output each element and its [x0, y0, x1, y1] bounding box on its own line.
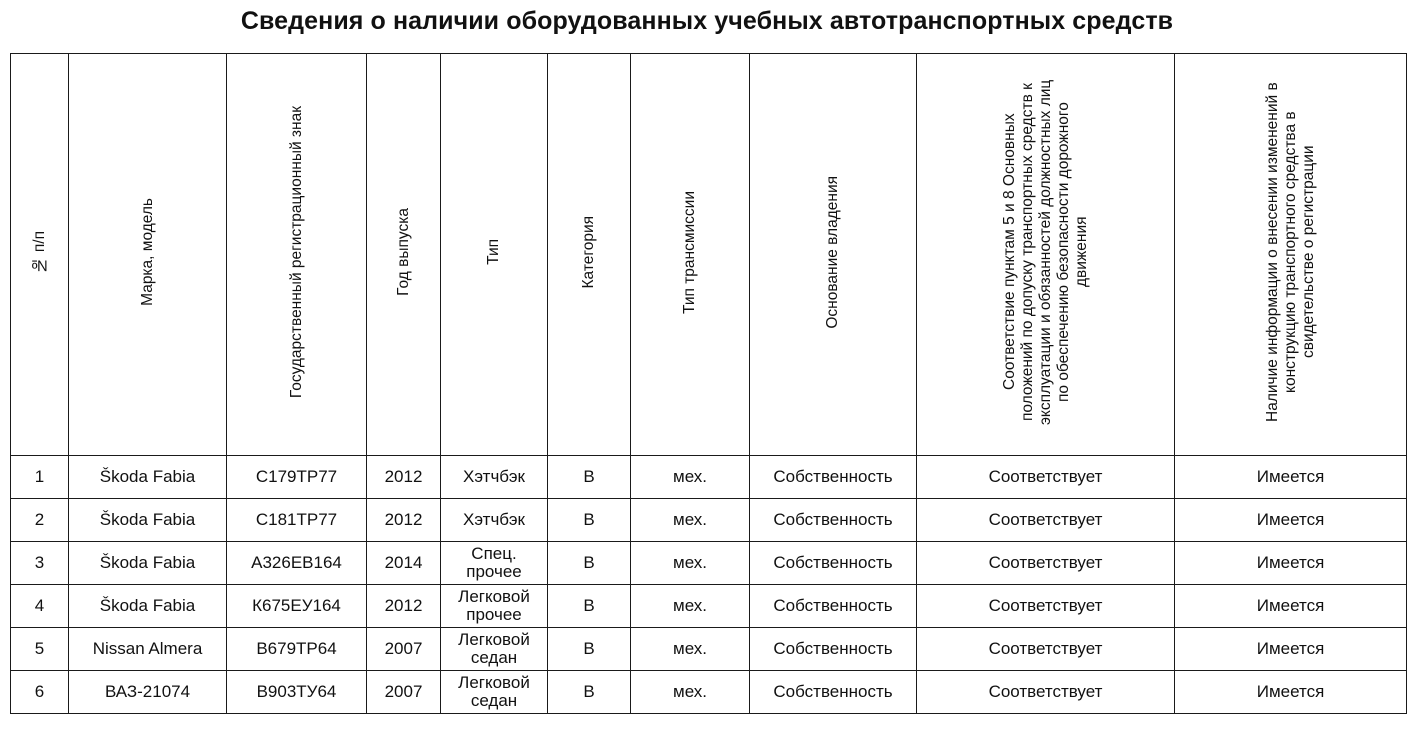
- cell-ownership: Собственность: [750, 671, 917, 714]
- cell-year: 2012: [367, 585, 441, 628]
- cell-plate: В679ТР64: [227, 628, 367, 671]
- table-row: [11, 542, 1407, 585]
- cell-compliance: Соответствует: [917, 542, 1175, 585]
- cell-model: Škoda Fabia: [69, 456, 227, 499]
- cell-number: 5: [11, 628, 69, 671]
- cell-ownership: Собственность: [750, 585, 917, 628]
- cell-type-text: Хэтчбэк: [463, 467, 525, 486]
- column-header-plate: [227, 54, 367, 456]
- cell-type: [441, 585, 548, 628]
- column-header-model: [69, 54, 227, 456]
- cell-number: 2: [11, 499, 69, 542]
- column-header-label: Основание владения: [824, 175, 841, 329]
- column-header-year: [367, 54, 441, 456]
- table-row: [11, 585, 1407, 628]
- cell-year: 2014: [367, 542, 441, 585]
- column-header-type: [441, 54, 548, 456]
- cell-type-text: Легковой седан: [458, 673, 530, 710]
- cell-type-text: Легковой седан: [458, 630, 530, 667]
- cell-transmission: мех.: [631, 628, 750, 671]
- cell-model: Škoda Fabia: [69, 499, 227, 542]
- cell-number: 1: [11, 456, 69, 499]
- table-row: [11, 499, 1407, 542]
- table-row: [11, 628, 1407, 671]
- column-header-label: Категория: [580, 215, 597, 289]
- cell-plate: А326ЕВ164: [227, 542, 367, 585]
- cell-compliance: Соответствует: [917, 499, 1175, 542]
- header-row: [11, 54, 1407, 456]
- column-header-transmission: [631, 54, 750, 456]
- cell-year: 2012: [367, 499, 441, 542]
- column-header-ownership: [750, 54, 917, 456]
- cell-type: [441, 499, 548, 542]
- cell-category: В: [548, 671, 631, 714]
- table-row: [11, 671, 1407, 714]
- cell-category: В: [548, 585, 631, 628]
- cell-category: В: [548, 499, 631, 542]
- column-header-label: № п/п: [30, 230, 48, 274]
- table-header: [11, 54, 1407, 456]
- table-row: [11, 456, 1407, 499]
- cell-transmission: мех.: [631, 542, 750, 585]
- cell-plate: В903ТУ64: [227, 671, 367, 714]
- cell-transmission: мех.: [631, 585, 750, 628]
- column-header-number: [11, 54, 69, 456]
- column-header-label: Марка, модель: [138, 198, 156, 306]
- cell-transmission: мех.: [631, 671, 750, 714]
- cell-type: [441, 542, 548, 585]
- cell-ownership: Собственность: [750, 499, 917, 542]
- cell-category: В: [548, 542, 631, 585]
- cell-number: 4: [11, 585, 69, 628]
- cell-category: В: [548, 456, 631, 499]
- cell-plate: С181ТР77: [227, 499, 367, 542]
- cell-registration-info: Имеется: [1175, 542, 1407, 585]
- cell-registration-info: Имеется: [1175, 585, 1407, 628]
- cell-registration-info: Имеется: [1175, 628, 1407, 671]
- table-body: [11, 456, 1407, 714]
- cell-model: ВАЗ-21074: [69, 671, 227, 714]
- column-header-category: [548, 54, 631, 456]
- cell-model: Škoda Fabia: [69, 542, 227, 585]
- cell-compliance: Соответствует: [917, 585, 1175, 628]
- column-header-label: Тип трансмиссии: [681, 190, 698, 314]
- cell-registration-info: Имеется: [1175, 671, 1407, 714]
- cell-plate: С179ТР77: [227, 456, 367, 499]
- cell-number: 6: [11, 671, 69, 714]
- column-header-label: Тип: [485, 239, 502, 265]
- column-header-registration-info: [1175, 54, 1407, 456]
- cell-transmission: мех.: [631, 499, 750, 542]
- cell-year: 2012: [367, 456, 441, 499]
- cell-number: 3: [11, 542, 69, 585]
- cell-compliance: Соответствует: [917, 671, 1175, 714]
- cell-type-text: Хэтчбэк: [463, 510, 525, 529]
- cell-type-text: Легковой прочее: [458, 587, 530, 624]
- cell-registration-info: Имеется: [1175, 456, 1407, 499]
- cell-plate: К675ЕУ164: [227, 585, 367, 628]
- column-header-label: Соответствие пунктам 5 и 8 Основных положений по допуску транспортных средств к эксплуатации и обязанностей должностных лиц по обеспечению безопасности дорожного движения: [1000, 79, 1090, 425]
- cell-type-text: Спец. прочее: [466, 544, 522, 581]
- cell-type: [441, 456, 548, 499]
- cell-year: 2007: [367, 628, 441, 671]
- column-header-label: Государственный регистрационный знак: [287, 105, 305, 399]
- cell-compliance: Соответствует: [917, 456, 1175, 499]
- vehicles-table: [10, 53, 1407, 714]
- cell-year: 2007: [367, 671, 441, 714]
- column-header-compliance: [917, 54, 1175, 456]
- column-header-label: Год выпуска: [394, 208, 412, 296]
- cell-registration-info: Имеется: [1175, 499, 1407, 542]
- cell-category: В: [548, 628, 631, 671]
- cell-transmission: мех.: [631, 456, 750, 499]
- cell-type: [441, 671, 548, 714]
- cell-ownership: Собственность: [750, 628, 917, 671]
- cell-model: Škoda Fabia: [69, 585, 227, 628]
- column-header-label: Наличие информации о внесении изменений в конструкцию транспортного средства в свидетельстве о регистрации: [1263, 82, 1317, 422]
- cell-ownership: Собственность: [750, 542, 917, 585]
- cell-ownership: Собственность: [750, 456, 917, 499]
- cell-compliance: Соответствует: [917, 628, 1175, 671]
- cell-type: [441, 628, 548, 671]
- page-title: Сведения о наличии оборудованных учебных автотранспортных средств: [240, 7, 1174, 35]
- cell-model: Nissan Almera: [69, 628, 227, 671]
